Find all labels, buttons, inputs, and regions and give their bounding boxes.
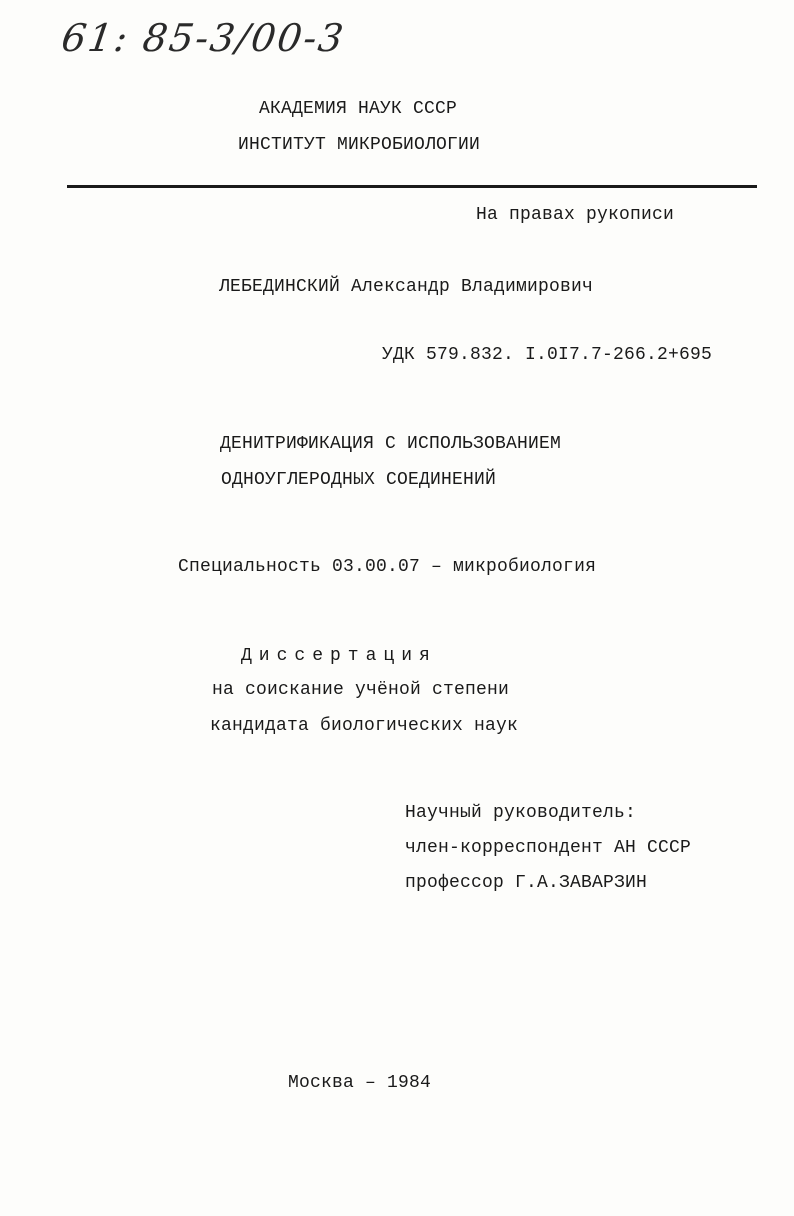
academy-name: АКАДЕМИЯ НАУК СССР [259,99,458,119]
handwritten-archive-code: 61: 85-3/00-3 [58,16,348,60]
degree-line-1: на соискание учёной степени [212,680,510,700]
header-divider [67,185,757,188]
udc-code: УДК 579.832. I.0I7.7-266.2+695 [382,345,713,365]
specialty-line: Специальность 03.00.07 – микробиология [178,557,597,577]
supervisor-title: член-корреспондент АН СССР [405,838,692,858]
author-name: ЛЕБЕДИНСКИЙ Александр Владимирович [219,277,594,297]
title-line-2: ОДНОУГЛЕРОДНЫХ СОЕДИНЕНИЙ [221,470,497,490]
dissertation-heading: Диссертация [241,646,437,666]
degree-line-2: кандидата биологических наук [210,716,519,736]
title-line-1: ДЕНИТРИФИКАЦИЯ С ИСПОЛЬЗОВАНИЕМ [220,434,562,454]
place-and-year: Москва – 1984 [288,1073,432,1093]
supervisor-name: профессор Г.А.ЗАВАРЗИН [405,873,648,893]
institute-name: ИНСТИТУТ МИКРОБИОЛОГИИ [238,135,481,155]
supervisor-label: Научный руководитель: [405,803,637,823]
manuscript-rights-note: На правах рукописи [476,205,675,225]
